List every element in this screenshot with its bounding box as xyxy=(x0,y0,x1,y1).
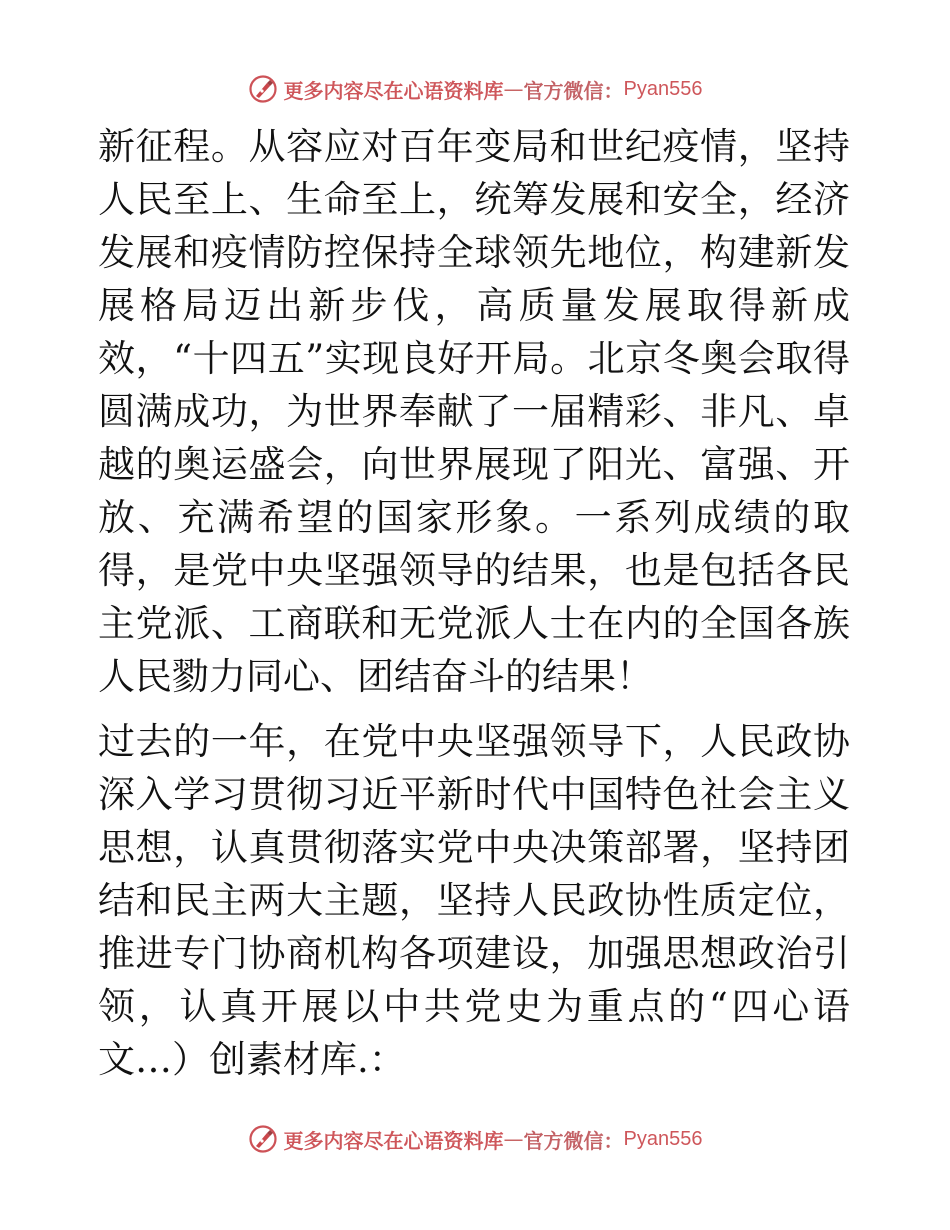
watermark-wechat-label: 官方微信： xyxy=(523,78,624,103)
footer-watermark xyxy=(0,1122,950,1156)
pen-nib-logo-icon xyxy=(248,74,278,104)
watermark-wechat-id: Pyan556 xyxy=(623,77,703,100)
watermark-main-text: 更多内容尽在心语资料库 xyxy=(283,78,504,103)
watermark-text xyxy=(284,75,703,104)
body-paragraph-1: 新征程。从容应对百年变局和世纪疫情，坚持人民至上、生命至上，统筹发展和安全，经济发展和疫情防控保持全球领先地位，构建新发展格局迈出新步伐，高质量发展取得新成效，“十四五”实现良好开局。北京冬奥会取得圆满成功，为世界奉献了一届精彩、非凡、卓越的奥运盛会，向世界展现了阳光、富强、开放、充满希望的国家形象。一系列成绩的取得，是党中央坚强领导的结果，也是包括各民主党派、工商联和无党派人士在内的全国各族人民勠力同心、团结奋斗的结果！ xyxy=(98,125,850,698)
document-body xyxy=(98,120,850,1086)
watermark-separator: — xyxy=(503,1127,524,1151)
header-watermark xyxy=(0,72,950,106)
body-paragraph-2: 过去的一年，在党中央坚强领导下，人民政协深入学习贯彻习近平新时代中国特色社会主义思想，认真贯彻落实党中央决策部署，坚持团结和民主两大主题，坚持人民政协性质定位，推进专门协商机构各项建设，加强思想政治引领，认真开展以中共党史为重点的“四心语文…）创素材库.： xyxy=(98,720,850,1081)
watermark-text xyxy=(284,1125,703,1154)
watermark-separator: — xyxy=(503,77,524,101)
watermark-wechat-label: 官方微信： xyxy=(523,1128,624,1153)
watermark-wechat-id: Pyan556 xyxy=(623,1127,703,1150)
watermark-main-text: 更多内容尽在心语资料库 xyxy=(283,1128,504,1153)
pen-nib-logo-icon xyxy=(248,1124,278,1154)
